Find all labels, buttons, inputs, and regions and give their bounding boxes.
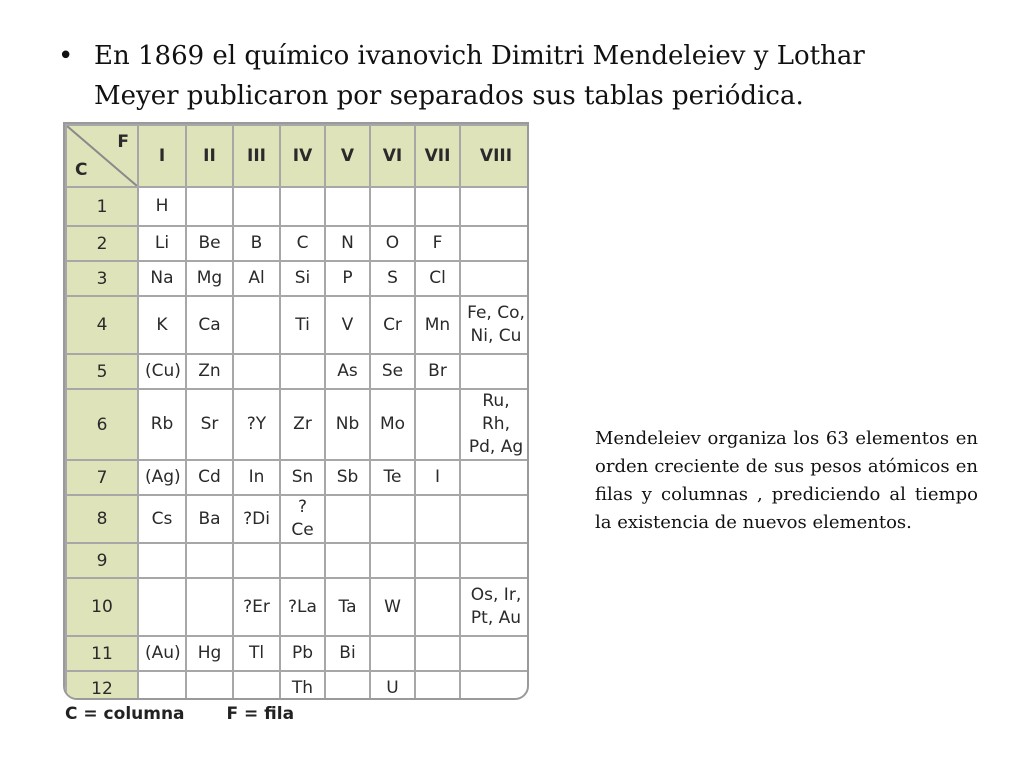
element-symbol: ?Y (246, 414, 267, 434)
element-symbol: Se (381, 361, 404, 381)
element-cell (415, 460, 460, 495)
element-symbol: Br (428, 361, 447, 381)
element-cell (415, 578, 460, 636)
element-symbol: Bi (339, 643, 356, 663)
element-symbol: Ba (198, 508, 221, 529)
legend-column: C = columna (65, 704, 185, 724)
element-cell (460, 226, 529, 261)
element-symbol: Na (150, 268, 174, 288)
element-cell (280, 543, 325, 578)
element-cell (370, 354, 415, 389)
element-cell (138, 187, 186, 226)
element-symbol: S (387, 268, 398, 288)
element-cell (460, 495, 529, 543)
header-group-iii: III (233, 125, 280, 187)
table-row (66, 460, 529, 495)
element-symbol: Sr (200, 414, 219, 434)
element-symbol: U (386, 678, 399, 698)
table-row (66, 495, 529, 543)
element-symbol: Rb (150, 414, 174, 434)
element-symbol: Nb (335, 414, 360, 434)
title-line-1: En 1869 el químico ivanovich Dimitri Mendeleiev y Lothar (94, 41, 865, 71)
element-cell (186, 636, 233, 671)
element-cell (370, 261, 415, 296)
element-cell (138, 460, 186, 495)
element-cell (460, 389, 529, 460)
element-cell (325, 226, 370, 261)
element-symbol: Cl (429, 268, 446, 288)
row-number: 1 (66, 187, 138, 226)
element-cell (186, 543, 233, 578)
element-cell (325, 578, 370, 636)
element-cell (233, 187, 280, 226)
table-body (66, 187, 529, 700)
element-cell (138, 636, 186, 671)
element-symbol: O (385, 233, 400, 253)
element-symbol: C (296, 233, 309, 253)
table-row (66, 578, 529, 636)
row-number: 4 (66, 296, 138, 354)
element-cell (233, 261, 280, 296)
element-symbol: Sb (336, 467, 359, 487)
element-symbol: (Cu) (145, 361, 181, 381)
element-symbol: ?La (288, 596, 317, 617)
element-cell (325, 354, 370, 389)
element-cell (233, 495, 280, 543)
row-number: 8 (66, 495, 138, 543)
element-cell (233, 578, 280, 636)
element-cell (186, 354, 233, 389)
element-cell (415, 296, 460, 354)
element-cell (138, 389, 186, 460)
element-cell (415, 354, 460, 389)
element-symbol: P (342, 268, 353, 288)
row-number: 12 (66, 671, 138, 700)
element-cell (186, 578, 233, 636)
element-cell (325, 495, 370, 543)
element-cell (415, 187, 460, 226)
element-cell (138, 543, 186, 578)
element-cell (460, 187, 529, 226)
element-cell (138, 495, 186, 543)
element-cell (325, 187, 370, 226)
row-number: 6 (66, 389, 138, 460)
element-cell (370, 226, 415, 261)
table-row (66, 187, 529, 226)
element-cell (138, 261, 186, 296)
element-symbol: Mo (379, 414, 406, 434)
element-cell (186, 296, 233, 354)
corner-f-label: F (117, 132, 129, 152)
element-cell (370, 543, 415, 578)
element-symbol: Mn (424, 314, 451, 335)
table-row (66, 389, 529, 460)
element-symbol: (Ag) (145, 467, 181, 487)
table-row (66, 226, 529, 261)
element-cell (138, 296, 186, 354)
element-symbol: (Au) (145, 643, 181, 663)
legend-row: F = fila (226, 704, 295, 724)
element-symbol: I (434, 467, 440, 487)
element-cell (280, 296, 325, 354)
element-cell (325, 460, 370, 495)
element-cell (325, 543, 370, 578)
element-symbol: Cs (151, 508, 173, 529)
element-cell (280, 636, 325, 671)
table-legend (65, 704, 294, 724)
header-group-viii: VIII (460, 125, 529, 187)
slide-title (58, 36, 958, 116)
row-number: 5 (66, 354, 138, 389)
title-text (94, 36, 914, 116)
element-cell (233, 671, 280, 700)
element-symbol: F (432, 233, 443, 253)
element-cell (370, 495, 415, 543)
element-symbol: Al (248, 268, 265, 288)
element-symbol: Th (291, 678, 314, 698)
explanation-text: Mendeleiev organiza los 63 elementos en orden creciente de sus pesos atómicos en filas y columnas , prediciendo al tiempo la existencia de nuevos elementos. (595, 428, 978, 533)
element-cell (460, 261, 529, 296)
element-cell (415, 636, 460, 671)
element-symbol: Ca (198, 314, 221, 335)
element-cell (186, 671, 233, 700)
element-symbol: W (384, 596, 401, 617)
element-cell (233, 543, 280, 578)
element-cell (280, 354, 325, 389)
element-cell (186, 261, 233, 296)
element-cell (325, 296, 370, 354)
header-group-i: I (138, 125, 186, 187)
header-group-vii: VII (415, 125, 460, 187)
element-cell (415, 495, 460, 543)
element-symbol: Cr (383, 314, 402, 335)
element-cell (138, 354, 186, 389)
element-cell (280, 578, 325, 636)
element-cell (138, 578, 186, 636)
element-cell (138, 671, 186, 700)
element-cell (370, 460, 415, 495)
header-group-v: V (325, 125, 370, 187)
element-symbol: Li (154, 233, 170, 253)
element-symbol: As (337, 361, 358, 381)
element-cell (325, 261, 370, 296)
element-cell (460, 296, 529, 354)
element-cell (460, 543, 529, 578)
element-cell (460, 578, 529, 636)
element-cell (280, 261, 325, 296)
element-symbol: Te (383, 467, 402, 487)
element-symbol: Ti (295, 314, 310, 335)
element-symbol: Tl (248, 643, 265, 663)
header-row (66, 125, 529, 187)
element-cell (325, 389, 370, 460)
element-cell (280, 671, 325, 700)
element-cell (415, 226, 460, 261)
element-cell (186, 460, 233, 495)
periodic-table-grid (65, 124, 529, 700)
row-number: 9 (66, 543, 138, 578)
element-symbol: Ru, Rh, Pd, Ag (468, 391, 524, 457)
element-cell (370, 389, 415, 460)
element-cell (280, 389, 325, 460)
row-number: 3 (66, 261, 138, 296)
element-cell (460, 671, 529, 700)
element-symbol: Fe, Co, Ni, Cu (467, 303, 525, 346)
header-group-vi: VI (370, 125, 415, 187)
element-cell (460, 460, 529, 495)
corner-c-label: C (75, 160, 88, 180)
element-cell (138, 226, 186, 261)
element-symbol: Be (198, 233, 221, 253)
element-cell (370, 636, 415, 671)
element-symbol: Pb (291, 643, 314, 663)
element-symbol: B (250, 233, 263, 253)
element-cell (370, 187, 415, 226)
element-cell (233, 460, 280, 495)
element-cell (325, 636, 370, 671)
element-cell (370, 671, 415, 700)
element-cell (186, 495, 233, 543)
title-line-2: Meyer publicaron por separados sus tablas periódica. (94, 81, 804, 111)
element-cell (415, 543, 460, 578)
element-cell (415, 261, 460, 296)
element-cell (280, 226, 325, 261)
element-cell (280, 460, 325, 495)
element-symbol: Si (294, 268, 311, 288)
element-symbol: ?Di (243, 508, 270, 529)
row-number: 2 (66, 226, 138, 261)
element-cell (233, 389, 280, 460)
element-cell (415, 389, 460, 460)
header-group-ii: II (186, 125, 233, 187)
element-cell (415, 671, 460, 700)
corner-cell (66, 125, 138, 187)
table-row (66, 261, 529, 296)
table-row (66, 671, 529, 700)
element-symbol: N (341, 233, 354, 253)
table-row (66, 296, 529, 354)
element-cell (280, 187, 325, 226)
element-symbol: H (155, 196, 169, 216)
element-symbol: Sn (291, 467, 314, 487)
table-row (66, 543, 529, 578)
row-number: 10 (66, 578, 138, 636)
bullet-marker: • (58, 41, 74, 71)
element-symbol: K (156, 314, 168, 335)
table-row (66, 354, 529, 389)
element-symbol: Zr (293, 414, 312, 434)
element-cell (370, 296, 415, 354)
mendeleiev-table (63, 122, 529, 700)
element-cell (186, 389, 233, 460)
element-cell (460, 636, 529, 671)
element-cell (233, 296, 280, 354)
element-cell (460, 354, 529, 389)
element-cell (280, 495, 325, 543)
element-cell (186, 187, 233, 226)
element-cell (186, 226, 233, 261)
table-row (66, 636, 529, 671)
element-symbol: ?Ce (291, 497, 314, 540)
element-cell (325, 671, 370, 700)
element-cell (233, 226, 280, 261)
row-number: 11 (66, 636, 138, 671)
element-symbol: ?Er (243, 596, 270, 617)
element-symbol: In (248, 467, 265, 487)
element-symbol: Hg (197, 643, 222, 663)
element-symbol: Mg (196, 268, 223, 288)
element-cell (233, 636, 280, 671)
header-group-iv: IV (280, 125, 325, 187)
element-symbol: Os, Ir, Pt, Au (470, 585, 522, 628)
element-cell (370, 578, 415, 636)
element-symbol: Zn (198, 361, 221, 381)
row-number: 7 (66, 460, 138, 495)
element-symbol: Ta (338, 596, 357, 617)
element-cell (233, 354, 280, 389)
element-symbol: V (341, 314, 354, 335)
element-symbol: Cd (198, 467, 221, 487)
